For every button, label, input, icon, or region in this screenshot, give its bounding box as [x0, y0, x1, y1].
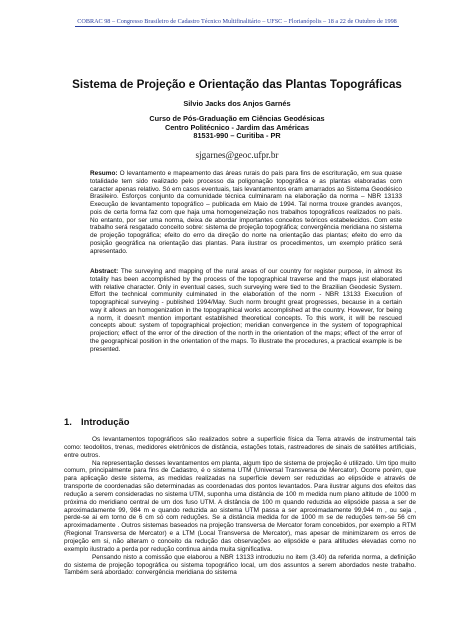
abstract-text: The surveying and mapping of the rural areas of our country for register purpose, in almost its totality has been accomplished by the process of the topographical traverse and the maps just elaborated with relative character. Only in eventual cases, such surveying were tied to the Brazilian Geodesic System. Effort the technical community culminated in the elaboration of the norm - NBR 13133 Execution of topographical surveying - published 1994/May. Such norm brought great progresses, because in a certain way it allows an homogenization in the topographical works accomplished at the country. However, for being a norm, it doesn't mention important established theoretical concepts. To this work, it will be rescued concepts about: system of topographical projection; meridian convergence in the system of topographical projection; effect of the error of the direction of the north in the orientation of the maps; effect of the error of the geographical position in the orientation of the maps. To illustrate the procedures, a practical example is be presented.: [90, 268, 402, 353]
affiliation: [40, 115, 434, 141]
section-number: 1.: [64, 416, 72, 427]
body-paragraph: Na representação desses levantamentos em planta, algum tipo de sistema de projeção é utilizado. Um tipo muito comum, principalmente para fins de Cadastro, é o sistema UTM (Universal Transversa de Mercator). Ocorre porém, que para aplicação deste sistema, as medidas realizadas na superfície devem ser reduzidas ao elipsóide e através de transporte de coordenadas são determinadas as coordenadas dos pontos levantados. Para ilustrar alguns dos efeitos das redução a serem consideradas no sistema UTM, suponha uma distância de 100 m medida num plano altitude de 1000 m próxima do meridiano central de um dos fuso UTM. A distância de 100 m quando reduzida ao elipsóide passa a ser de aproximadamente 99, 984 m e quando reduzida ao sistema UTM passa a ser aproximadamente 99,944 m , ou seja , perde-se ai em torno de 6 cm só com reduções. Se a distância medida for de 1000 m se de reduções tem-se 56 cm aproximadamente . Outros sistemas baseados na projeção transversa de Mercator foram concebidos, por exemplo a RTM (Regional Transversa de Mercator) e a LTM (Local Transversa de Mercator), mas apesar de minimizarem os erros de projeção em si, não alteram o conceito da redução das observações ao elipsóide e para altitudes elevadas como no exemplo ilustrado a perda por redução continua ainda muita significativa.: [64, 459, 416, 553]
author-name: Silvio Jacks dos Anjos Garnés: [183, 99, 291, 108]
section-heading: [64, 416, 129, 427]
conference-line: COBRAC 98 – Congresso Brasileiro de Cadastro Técnico Multifinalitário – UFSC – Florianópolis – 18 a 22 de Outubro de 1998: [77, 18, 397, 25]
section-title: Introdução: [81, 416, 130, 427]
abstract-label: Abstract:: [90, 268, 119, 275]
section-body: [64, 436, 416, 577]
resumo-block: [90, 170, 402, 255]
resumo-label: Resumo:: [90, 170, 118, 177]
affiliation-line: Centro Politécnico - Jardim das Américas: [164, 122, 310, 132]
affiliation-line: Curso de Pós-Graduação em Ciências Geodésicas: [149, 114, 325, 123]
paper-title: Sistema de Projeção e Orientação das Plantas Topográficas: [72, 78, 402, 91]
affiliation-line: 81531-990 – Curitiba - PR: [193, 131, 281, 141]
body-paragraph: Os levantamentos topográficos são realizados sobre a superfície física da Terra através de instrumental tais como: teodolitos, trenas, medidores eletrônicos de distância, estações totais, rastreadores de sinais de satélites artificiais, entre outros.: [64, 436, 416, 459]
author-email[interactable]: sjgarnes@geoc.ufpr.br: [195, 150, 279, 160]
resumo-text: O levantamento e mapeamento das áreas rurais do país para fins de escrituração, em sua quase totalidade tem sido realizado pelo processo da poligonação topográfica e as plantas elaboradas com caracter apenas relativo. Só em casos eventuais, tais levantamentos eram amarrados ao Sistema Geodésico Brasileiro. Esforços conjunto da comunidade técnica culminaram na elaboração da norma – NBR 13133 Execução de levantamento topográfico – publicada em Maio de 1994. Tal norma trouxe grandes avanços, pois de certa forma faz com que haja uma homogeneização nos trabalhos topográficos realizados no país. No entanto, por ser uma norma, deixa de abordar importantes conceitos teóricos estabelecidos. Com este trabalho será resgatado conceito sobre: sistema de projeção topográfica; convergência meridiana no sistema de projeção topográfica; efeito do erro da direção do norte na orientação das plantas; efeito do erro da posição geográfica na orientação das plantas. Para ilustrar os procedimentos, um exemplo prático será apresentado.: [90, 170, 402, 255]
body-paragraph: Pensando nisto a comissão que elaborou a NBR 13133 introduziu no item (3.40) da referida norma, a definição do sistema de projeção topográfica ou sistema topográfico local, um dos assuntos a serem abordados neste trabalho. Também será abordado: convergência meridiana do sistema: [64, 553, 416, 577]
conference-header: [0, 10, 474, 28]
abstract-block: [90, 268, 402, 353]
